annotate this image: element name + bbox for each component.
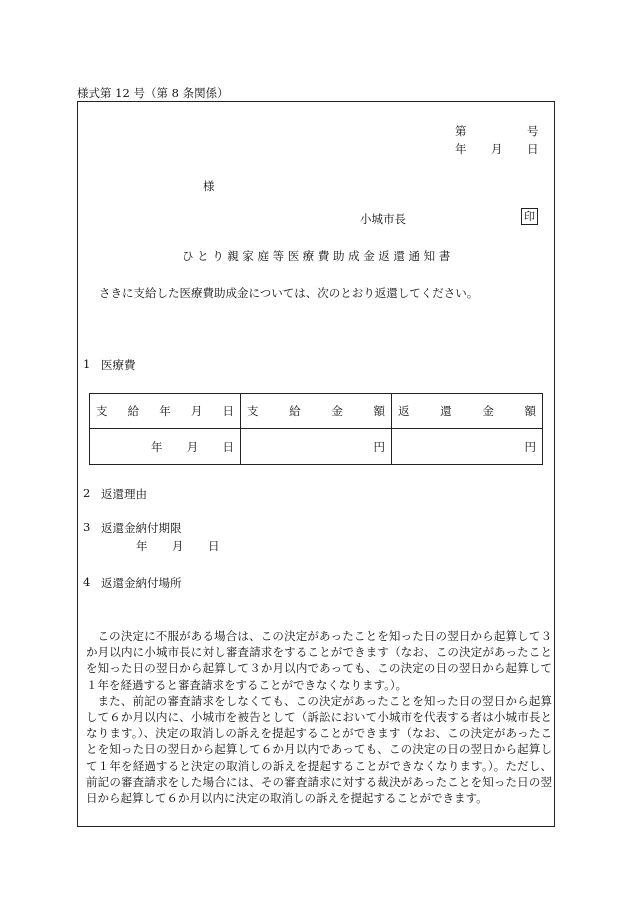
section4-number: 4 bbox=[83, 575, 91, 589]
issuer: 小城市長 bbox=[360, 212, 406, 226]
addressee-honorific: 様 bbox=[203, 179, 215, 193]
header-payment-amount: 支 給 金 額 bbox=[241, 394, 392, 429]
header-refund-amount: 返 還 金 額 bbox=[392, 394, 543, 429]
cell-payment-date: 年 月 日 bbox=[90, 429, 241, 465]
doc-date-year: 年 bbox=[455, 142, 467, 156]
refund-unit: 円 bbox=[524, 439, 536, 454]
seal-mark: 印 bbox=[521, 208, 538, 225]
document-title: ひとり親家庭等医療費助成金返還通知書 bbox=[182, 249, 454, 263]
intro-text: さきに支給した医療費助成金については、次のとおり返還してください。 bbox=[99, 286, 479, 300]
deadline-day: 日 bbox=[208, 539, 220, 553]
header-payment-date: 支 給 年 月 日 bbox=[90, 394, 241, 429]
section4-label: 返還金納付場所 bbox=[101, 576, 182, 590]
cell-refund-amount bbox=[392, 429, 543, 465]
doc-date-day: 日 bbox=[527, 142, 539, 156]
deadline-year: 年 bbox=[136, 539, 148, 553]
section2-label: 返還理由 bbox=[101, 487, 147, 501]
notice-paragraph: また、前記の審査請求をしなくても、この決定があったことを知った日の翌日から起算して６か月以内に、小城市を被告として（訴訟において小城市を代表する者は小城市長となります。）、決定の取消しの訴えを提起することができます（なお、この決定があったことを知った日の翌日から起算して６か月以内であっても、この決定の日の翌日から起算して１年を経過すると決定の取消しの訴えを提起することができなくなります。）。ただし、前記の審査請求をした場合には、その審査請求に対する裁決があったことを知った日の翌日から起算して６か月以内に決定の取消しの訴えを提起することができます。 bbox=[86, 693, 552, 806]
section2-number: 2 bbox=[83, 486, 91, 500]
paid-unit: 円 bbox=[373, 439, 385, 454]
section1-number: 1 bbox=[83, 357, 91, 371]
form-label: 様式第 12 号（第 8 条関係） bbox=[77, 86, 229, 100]
section3-number: 3 bbox=[83, 520, 91, 534]
doc-number-prefix: 第 bbox=[455, 124, 467, 138]
appeal-notice bbox=[86, 628, 552, 806]
notice-paragraph: この決定に不服がある場合は、この決定があったことを知った日の翌日から起算して３か月以内に小城市長に対し審査請求をすることができます（なお、この決定があったことを知った日の翌日から起算して３か月以内であっても、この決定の日の翌日から起算して１年を経過すると審査請求をすることができなくなります。）。 bbox=[86, 629, 552, 692]
cell-payment-amount bbox=[241, 429, 392, 465]
section1-label: 医療費 bbox=[101, 358, 136, 372]
section3-label: 返還金納付期限 bbox=[101, 521, 182, 535]
doc-date-month: 月 bbox=[491, 142, 503, 156]
doc-number-suffix: 号 bbox=[527, 124, 539, 138]
refund-table bbox=[89, 393, 543, 465]
deadline-month: 月 bbox=[172, 539, 184, 553]
